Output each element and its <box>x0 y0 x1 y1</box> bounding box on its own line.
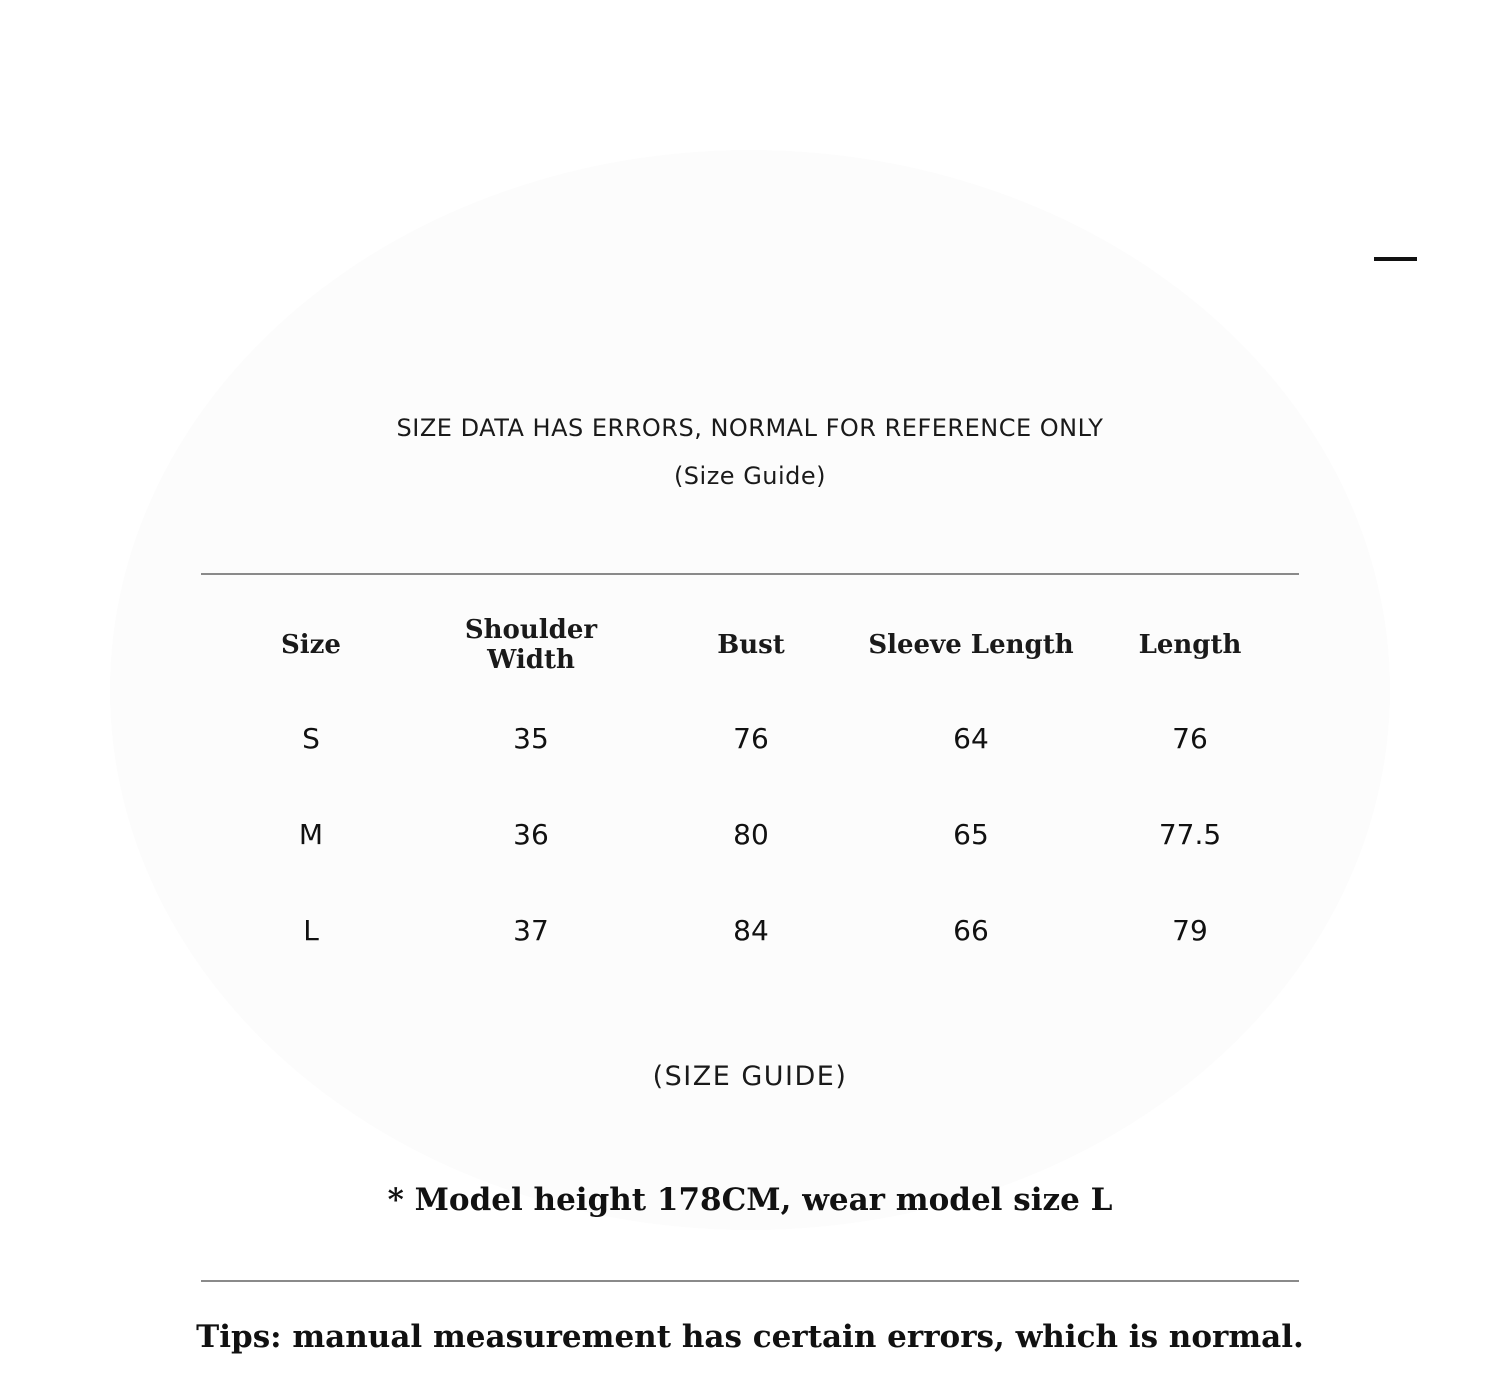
cell-size: S <box>302 721 320 755</box>
column-header-bust: Bust <box>717 630 785 660</box>
reference-notice: SIZE DATA HAS ERRORS, NORMAL FOR REFERENCE ONLY <box>396 414 1104 442</box>
table-header-row <box>201 600 1299 690</box>
cell-shoulder-width: 36 <box>513 817 549 851</box>
cell-sleeve-length: 66 <box>953 913 989 947</box>
cell-sleeve-length: 64 <box>953 721 989 755</box>
cell-length: 76 <box>1172 721 1208 755</box>
table-row <box>201 690 1299 786</box>
column-header-shoulder-width: Shoulder Width <box>464 615 598 675</box>
size-table <box>201 600 1299 978</box>
cell-bust: 76 <box>733 721 769 755</box>
column-header-sleeve-length: Sleeve Length <box>868 630 1074 660</box>
size-guide-label: (SIZE GUIDE) <box>652 1061 848 1092</box>
size-guide-subtitle: (Size Guide) <box>673 462 827 490</box>
cell-shoulder-width: 37 <box>513 913 549 947</box>
table-row <box>201 786 1299 882</box>
column-header-size: Size <box>281 630 341 660</box>
bottom-divider <box>201 1280 1299 1282</box>
cell-bust: 84 <box>733 913 769 947</box>
cell-size: M <box>298 817 324 851</box>
cell-bust: 80 <box>733 817 769 851</box>
cell-length: 77.5 <box>1158 817 1222 851</box>
column-header-length: Length <box>1138 630 1242 660</box>
cell-size: L <box>303 913 319 947</box>
model-height-note: * Model height 178CM, wear model size L <box>387 1182 1113 1218</box>
top-divider <box>201 573 1299 575</box>
measurement-tips: Tips: manual measurement has certain errors, which is normal. <box>196 1319 1304 1355</box>
cell-shoulder-width: 35 <box>513 721 549 755</box>
table-row <box>201 882 1299 978</box>
cell-sleeve-length: 65 <box>953 817 989 851</box>
minus-icon <box>1374 257 1417 261</box>
cell-length: 79 <box>1172 913 1208 947</box>
